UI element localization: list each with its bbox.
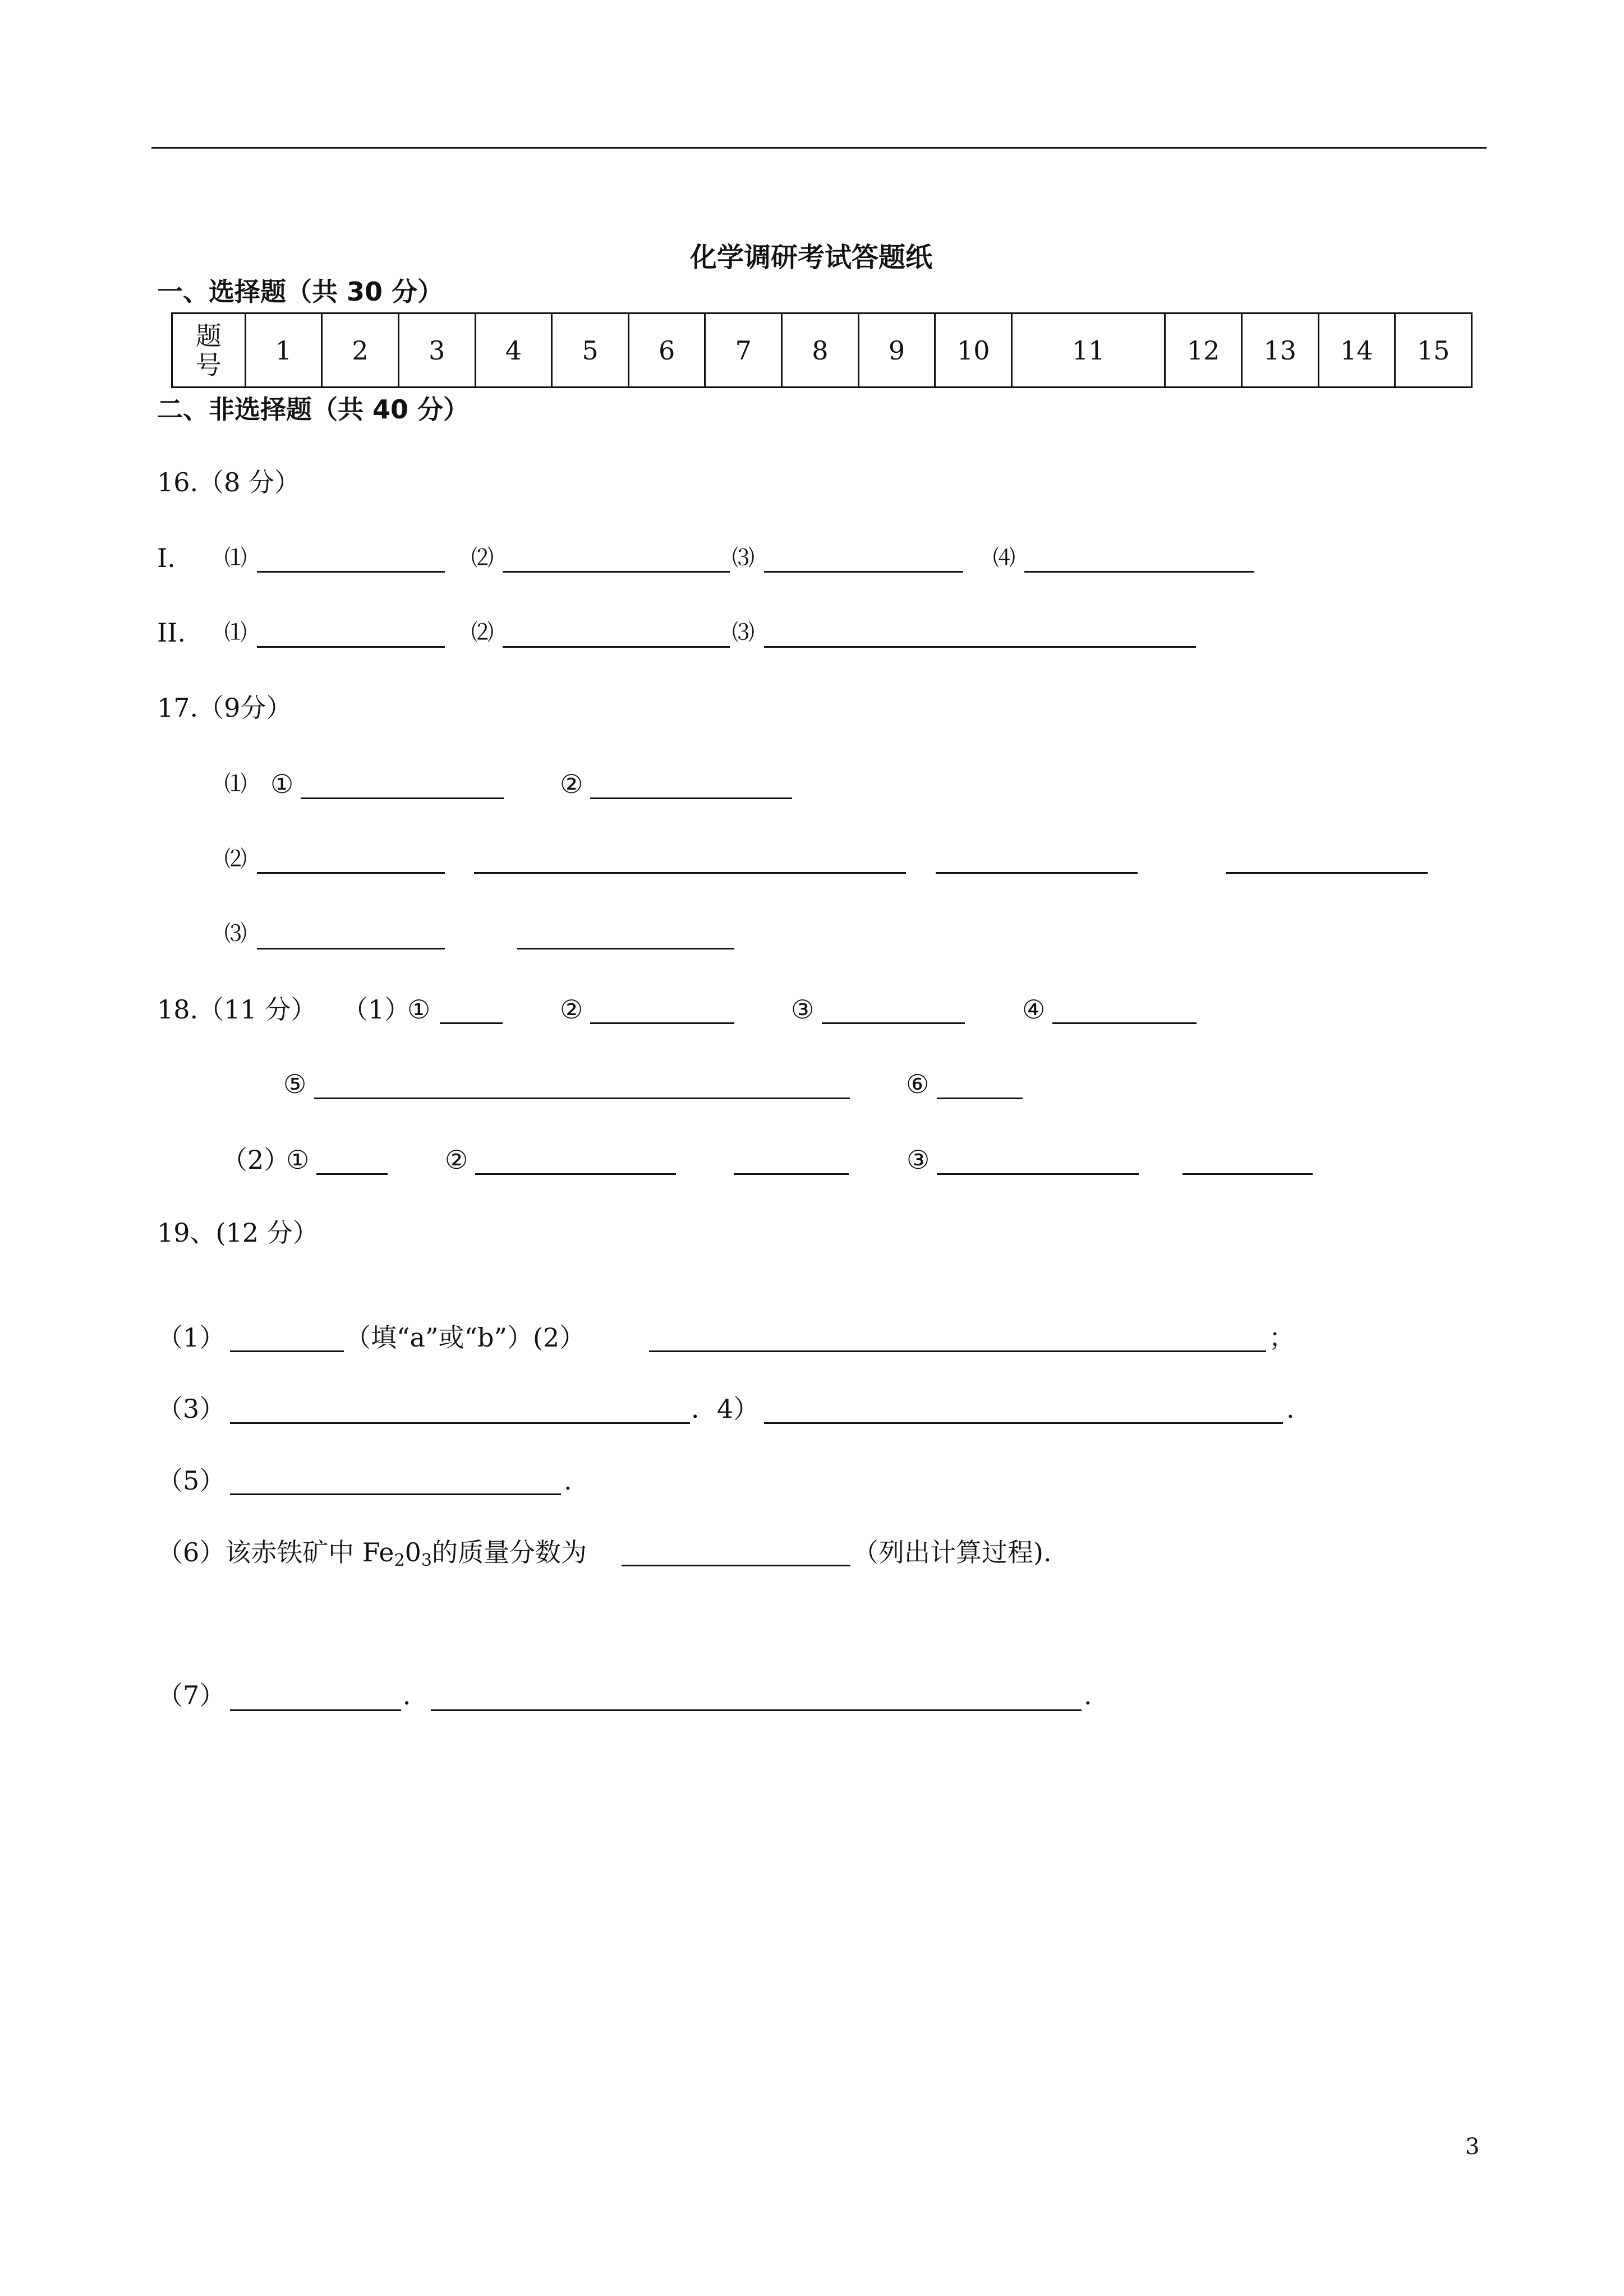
q17-circle-marker: ① xyxy=(270,769,294,799)
q16-p2-marker: ⑵ xyxy=(471,620,494,646)
q18-circle-marker: ⑤ xyxy=(283,1069,307,1099)
q18-part-marker: （1） xyxy=(342,994,411,1025)
page-number: 3 xyxy=(1465,2134,1480,2160)
answer-blank[interactable] xyxy=(1226,872,1428,874)
answer-blank[interactable] xyxy=(230,1493,561,1495)
question-number-cell: 15 xyxy=(1395,313,1472,388)
q18-circle-marker: ③ xyxy=(907,1145,930,1175)
q18-circle-marker: ① xyxy=(286,1145,310,1175)
header-rule xyxy=(151,147,1487,149)
q19-label: （填“a”或“b”）(2） xyxy=(345,1322,586,1353)
q16-p1-marker: ⑵ xyxy=(471,545,494,571)
q19-label: （3） xyxy=(157,1394,226,1424)
question-number-cell: 2 xyxy=(322,313,399,388)
answer-blank[interactable] xyxy=(1052,1022,1197,1024)
answer-blank[interactable] xyxy=(257,646,445,648)
q18-circle-marker: ⑥ xyxy=(906,1069,930,1099)
answer-blank[interactable] xyxy=(503,571,730,573)
q19-label: . xyxy=(1286,1394,1295,1424)
q19-label: （1） xyxy=(157,1322,226,1353)
q19-label: （7） xyxy=(157,1680,226,1711)
q17-marker: ⑶ xyxy=(224,921,247,947)
answer-blank[interactable] xyxy=(764,1422,1283,1424)
q16-p2-marker: ⑴ xyxy=(224,620,247,646)
q16-heading: 16.（8 分） xyxy=(157,467,301,497)
answer-blank[interactable] xyxy=(822,1022,965,1024)
q19-line6: （6）该赤铁矿中 $Fe_20_3$的质量分数为 xyxy=(157,1537,587,1570)
question-number-cell: 6 xyxy=(628,313,705,388)
section-nonchoice-heading: 二、非选择题（共 40 分） xyxy=(157,394,470,425)
answer-blank[interactable] xyxy=(440,1022,503,1024)
q17-marker: ⑵ xyxy=(224,846,247,872)
answer-blank[interactable] xyxy=(734,1173,849,1175)
answer-blank[interactable] xyxy=(257,948,445,949)
question-number-cell: 14 xyxy=(1318,313,1395,388)
q16-p2-marker: ⑶ xyxy=(732,620,755,646)
page-title: 化学调研考试答题纸 xyxy=(690,242,933,273)
q19-label: ． xyxy=(403,1680,429,1711)
answer-blank[interactable] xyxy=(937,1098,1023,1099)
question-number-cell: 7 xyxy=(705,313,782,388)
answer-blank[interactable] xyxy=(649,1350,1266,1352)
question-number-cell: 3 xyxy=(398,313,475,388)
q17-heading: 17.（9分） xyxy=(157,693,292,723)
q19-label: （列出计算过程). xyxy=(853,1537,1052,1567)
question-number-cell: 9 xyxy=(858,313,935,388)
answer-blank[interactable] xyxy=(301,797,504,799)
q17-marker: ⑴ xyxy=(224,771,247,797)
answer-blank[interactable] xyxy=(230,1350,344,1352)
answer-blank[interactable] xyxy=(622,1565,850,1566)
answer-blank[interactable] xyxy=(764,571,963,573)
q16-part1-label: I. xyxy=(157,543,176,573)
answer-blank[interactable] xyxy=(474,872,906,874)
answer-blank[interactable] xyxy=(590,1022,734,1024)
answer-blank[interactable] xyxy=(475,1173,676,1175)
q19-label: . xyxy=(1084,1680,1092,1711)
answer-table xyxy=(171,312,1473,388)
answer-blank[interactable] xyxy=(937,1173,1139,1175)
answer-blank[interactable] xyxy=(257,872,445,874)
answer-blank[interactable] xyxy=(517,948,734,949)
answer-blank[interactable] xyxy=(316,1173,388,1175)
answer-blank[interactable] xyxy=(257,571,445,573)
question-number-cell: 10 xyxy=(935,313,1012,388)
answer-blank[interactable] xyxy=(314,1098,850,1099)
answer-blank[interactable] xyxy=(503,646,730,648)
answer-blank[interactable] xyxy=(230,1709,401,1711)
answer-blank[interactable] xyxy=(1024,571,1254,573)
q16-part2-label: II. xyxy=(157,617,186,648)
q18-circle-marker: ④ xyxy=(1022,994,1046,1025)
q16-p1-marker: ⑷ xyxy=(993,545,1015,571)
answer-blank[interactable] xyxy=(936,872,1138,874)
q19-label: ； xyxy=(1269,1322,1295,1353)
q19-label: . xyxy=(564,1465,572,1496)
answer-blank[interactable] xyxy=(590,797,792,799)
q18-circle-marker: ③ xyxy=(791,994,815,1025)
section-choice-heading: 一、选择题（共 30 分） xyxy=(157,276,444,307)
answer-blank[interactable] xyxy=(431,1709,1082,1711)
q16-p1-marker: ⑴ xyxy=(224,545,247,571)
q16-p1-marker: ⑶ xyxy=(732,545,755,571)
q18-circle-marker: ② xyxy=(445,1145,468,1175)
table-header-cell: 题 号 xyxy=(172,313,246,388)
q19-label: （5） xyxy=(157,1465,226,1496)
question-number-cell: 8 xyxy=(782,313,859,388)
question-number-cell: 1 xyxy=(245,313,322,388)
answer-blank[interactable] xyxy=(230,1422,690,1424)
q19-label: ．4） xyxy=(691,1394,760,1424)
question-number-cell: 11 xyxy=(1012,313,1165,388)
question-number-cell: 4 xyxy=(475,313,552,388)
q17-circle-marker: ② xyxy=(560,769,583,799)
q18-part-marker: （2） xyxy=(222,1145,290,1175)
q18-circle-marker: ① xyxy=(407,994,431,1025)
answer-blank[interactable] xyxy=(764,646,1196,648)
question-number-cell: 5 xyxy=(552,313,629,388)
q18-circle-marker: ② xyxy=(560,994,583,1025)
answer-blank[interactable] xyxy=(1183,1173,1313,1175)
question-number-cell: 13 xyxy=(1241,313,1318,388)
question-number-cell: 12 xyxy=(1165,313,1242,388)
q19-heading: 19、(12 分） xyxy=(157,1218,319,1248)
q18-heading: 18.（11 分） xyxy=(157,994,317,1025)
